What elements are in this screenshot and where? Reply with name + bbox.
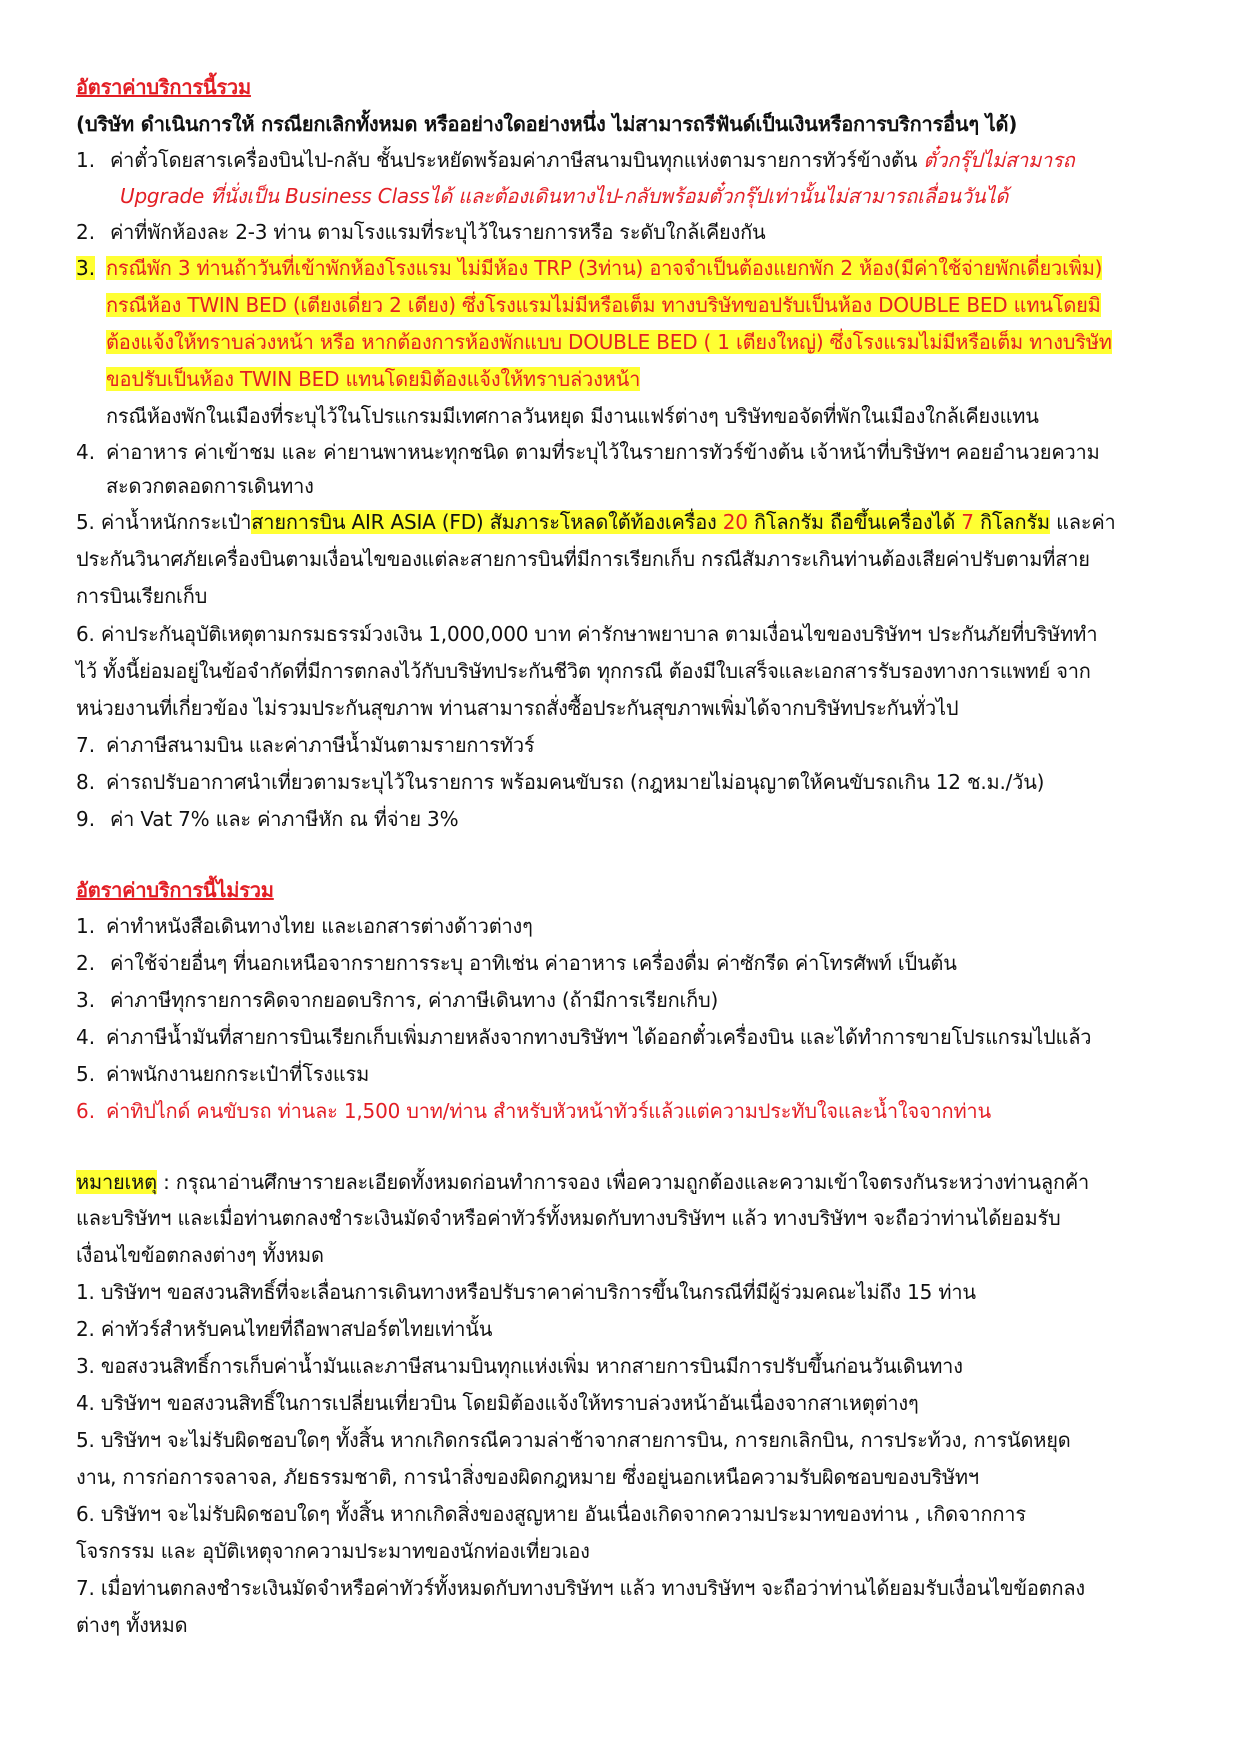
remark-item: 1. บริษัทฯ ขอสงวนสิทธิ์ที่จะเลื่อนการเดินทางหรือปรับราคาค่าบริการขึ้นในกรณีที่มีผู้ร่วมคณะไม่ถึง 15 ท่าน: [76, 1280, 976, 1304]
list-number: 3.: [76, 256, 96, 280]
list-item: [110, 146, 1075, 174]
list-number: 3.: [76, 988, 96, 1012]
excluded-heading: อัตราค่าบริการนี้ไม่รวม: [76, 878, 274, 902]
list-item: ค่า Vat 7% และ ค่าภาษีหัก ณ ที่จ่าย 3%: [110, 807, 459, 831]
item-warning-continued: Upgrade ที่นั่งเป็น Business Classได้ และต้องเดินทางไป-กลับพร้อมตั๋วกรุ๊ปเท่านั้นไม่สามารถเลื่อนวันได้: [120, 184, 1009, 208]
list-number: 6.: [76, 622, 95, 646]
list-number: 8.: [76, 770, 96, 794]
list-item: ค่าที่พักห้องละ 2-3 ท่าน ตามโรงแรมที่ระบุไว้ในรายการหรือ ระดับใกล้เคียงกัน: [110, 220, 766, 244]
remarks-intro-continued: เงื่อนไขข้อตกลงต่างๆ ทั้งหมด: [76, 1243, 324, 1267]
list-item: ค่าทำหนังสือเดินทางไทย และเอกสารต่างด้าวต่างๆ: [106, 914, 533, 938]
item-warning: ตั๋วกรุ๊ปไม่สามารถ: [923, 148, 1075, 172]
remark-item-continued: งาน, การก่อการจลาจล, ภัยธรรมชาติ, การนำสิ่งของผิดกฎหมาย ซึ่งอยู่นอกเหนือความรับผิดชอบของบริษัทฯ: [76, 1465, 979, 1489]
list-item-continued: การบินเรียกเก็บ: [76, 584, 208, 608]
list-item: 6. ค่าประกันอุบัติเหตุตามกรมธรรม์วงเงิน 1,000,000 บาท ค่ารักษาพยาบาล ตามเงื่อนไขของบริษัทฯ ประกันภัยที่บริษัททำ: [76, 622, 1098, 646]
remark-item: 4. บริษัทฯ ขอสงวนสิทธิ์ในการเปลี่ยนเที่ยวบิน โดยมิต้องแจ้งให้ทราบล่วงหน้าอันเนื่องจากสาเหตุต่างๆ: [76, 1391, 919, 1415]
baggage-highlight: สายการบิน AIR ASIA (FD) สัมภาระโหลดใต้ท้องเครื่อง 20 กิโลกรัม ถือขึ้นเครื่องได้ 7 กิโลกรัม: [251, 510, 1050, 534]
list-item-highlight: ต้องแจ้งให้ทราบล่วงหน้า หรือ หากต้องการห้องพักแบบ DOUBLE BED ( 1 เตียงใหญ่) ซึ่งโรงแรมไม่มีหรือเต็ม ทางบริษัท: [106, 330, 1112, 354]
list-item: ค่าพนักงานยกกระเป๋าที่โรงแรม: [106, 1062, 370, 1086]
list-item: ค่าใช้จ่ายอื่นๆ ที่นอกเหนือจากรายการระบุ อาทิเช่น ค่าอาหาร เครื่องดื่ม ค่าซักรีด ค่าโทรศัพท์ เป็นต้น: [110, 951, 957, 975]
list-item-continued: ประกันวินาศภัยเครื่องบินตามเงื่อนไขของแต่ละสายการบินที่มีการเรียกเก็บ กรณีสัมภาระเกินท่านต้องเสียค่าปรับตามที่สาย: [76, 547, 1090, 571]
list-number: 4.: [76, 1025, 96, 1049]
list-number: 7.: [76, 733, 96, 757]
included-heading: อัตราค่าบริการนี้รวม: [76, 75, 251, 99]
list-number: 6.: [76, 1099, 96, 1123]
list-item: ค่าภาษีสนามบิน และค่าภาษีน้ำมันตามรายการทัวร์: [106, 733, 535, 757]
list-item: ค่าอาหาร ค่าเข้าชม และ ค่ายานพาหนะทุกชนิด ตามที่ระบุไว้ในรายการทัวร์ข้างต้น เจ้าหน้าที่บริษัทฯ คอยอำนวยความ: [106, 440, 1100, 464]
list-item-highlight: กรณีห้อง TWIN BED (เตียงเดี่ยว 2 เตียง) ซึ่งโรงแรมไม่มีหรือเต็ม ทางบริษัทขอปรับเป็นห้อง DOUBLE BED แทนโดยมิ: [106, 293, 1101, 317]
list-item: 5. ค่าน้ำหนักกระเป๋าสายการบิน AIR ASIA (FD) สัมภาระโหลดใต้ท้องเครื่อง 20 กิโลกรัม ถือขึ้นเครื่องได้ 7 กิโลกรัม และค่า: [76, 510, 1116, 534]
remark-item: 6. บริษัทฯ จะไม่รับผิดชอบใดๆ ทั้งสิ้น หากเกิดสิ่งของสูญหาย อันเนื่องเกิดจากความประมาทของท่าน , เกิดจากการ: [76, 1502, 1026, 1526]
list-item-continued: สะดวกตลอดการเดินทาง: [106, 474, 314, 498]
list-number: 1.: [76, 148, 96, 172]
list-item: ค่าภาษีน้ำมันที่สายการบินเรียกเก็บเพิ่มภายหลังจากทางบริษัทฯ ได้ออกตั๋วเครื่องบิน และได้ทำการขายโปรแกรมไปแล้ว: [106, 1025, 1092, 1049]
remarks-label: หมายเหตุ: [76, 1170, 157, 1194]
remarks-intro-continued: และบริษัทฯ และเมื่อท่านตกลงชำระเงินมัดจำหรือค่าทัวร์ทั้งหมดกับทางบริษัทฯ แล้ว ทางบริษัทฯ จะถือว่าท่านได้ยอมรับ: [76, 1206, 1061, 1230]
remark-item: 3. ขอสงวนสิทธิ์การเก็บค่าน้ำมันและภาษีสนามบินทุกแห่งเพิ่ม หากสายการบินมีการปรับขึ้นก่อนวันเดินทาง: [76, 1354, 963, 1378]
list-number: 9.: [76, 807, 96, 831]
remark-item-continued: โจรกรรม และ อุบัติเหตุจากความประมาทของนักท่องเที่ยวเอง: [76, 1539, 590, 1563]
included-notice: (บริษัท ดำเนินการให้ กรณียกเลิกทั้งหมด หรืออย่างใดอย่างหนึ่ง ไม่สามารถรีฟันด์เป็นเงินหรือการบริการอื่นๆ ได้): [76, 112, 1018, 136]
list-item-highlight: กรณีพัก 3 ท่านถ้าวันที่เข้าพักห้องโรงแรม ไม่มีห้อง TRP (3ท่าน) อาจจำเป็นต้องแยกพัก 2 ห้อง(มีค่าใช้จ่ายพักเดี่ยวเพิ่ม): [106, 256, 1103, 280]
list-item-highlight: ขอปรับเป็นห้อง TWIN BED แทนโดยมิต้องแจ้งให้ทราบล่วงหน้า: [106, 367, 641, 391]
remarks-intro: หมายเหตุ : กรุณาอ่านศึกษารายละเอียดทั้งหมดก่อนทำการจอง เพื่อความถูกต้องและความเข้าใจตรงกันระหว่างท่านลูกค้า: [76, 1170, 1090, 1194]
list-item: ค่าภาษีทุกรายการคิดจากยอดบริการ, ค่าภาษีเดินทาง (ถ้ามีการเรียกเก็บ): [110, 988, 719, 1012]
item-text: ค่าตั๋วโดยสารเครื่องบินไป-กลับ ชั้นประหยัดพร้อมค่าภาษีสนามบินทุกแห่งตามรายการทัวร์ข้างต้น: [110, 148, 918, 172]
remark-item: 2. ค่าทัวร์สำหรับคนไทยที่ถือพาสปอร์ตไทยเท่านั้น: [76, 1317, 493, 1341]
list-number: 2.: [76, 951, 96, 975]
remark-item-continued: ต่างๆ ทั้งหมด: [76, 1613, 188, 1637]
remark-item: 5. บริษัทฯ จะไม่รับผิดชอบใดๆ ทั้งสิ้น หากเกิดกรณีความล่าช้าจากสายการบิน, การยกเลิกบิน, การประท้วง, การนัดหยุด: [76, 1428, 1071, 1452]
list-number: 4.: [76, 440, 96, 464]
list-item-continued: ไว้ ทั้งนี้ย่อมอยู่ในข้อจำกัดที่มีการตกลงไว้กับบริษัทประกันชีวิต ทุกกรณี ต้องมีใบเสร็จและเอกสารรับรองทางการแพทย์ จาก: [76, 659, 1091, 683]
remark-item: 7. เมื่อท่านตกลงชำระเงินมัดจำหรือค่าทัวร์ทั้งหมดกับทางบริษัทฯ แล้ว ทางบริษัทฯ จะถือว่าท่านได้ยอมรับเงื่อนไขข้อตกลง: [76, 1576, 1085, 1600]
list-number: 5.: [76, 510, 95, 534]
list-number: 5.: [76, 1062, 96, 1086]
list-item: ค่ารถปรับอากาศนำเที่ยวตามระบุไว้ในรายการ พร้อมคนขับรถ (กฎหมายไม่อนุญาตให้คนขับรถเกิน 12 ช.ม./วัน): [106, 770, 1045, 794]
list-item-note: กรณีห้องพักในเมืองที่ระบุไว้ในโปรแกรมมีเทศกาลวันหยุด มีงานแฟร์ต่างๆ บริษัทขอจัดที่พักในเมืองใกล้เคียงแทน: [106, 404, 1039, 428]
list-item-tip: ค่าทิปไกด์ คนขับรถ ท่านละ 1,500 บาท/ท่าน สำหรับหัวหน้าทัวร์แล้วแต่ความประทับใจและน้ำใจจากท่าน: [106, 1099, 991, 1123]
list-item-continued: หน่วยงานที่เกี่ยวข้อง ไม่รวมประกันสุขภาพ ท่านสามารถสั่งซื้อประกันสุขภาพเพิ่มได้จากบริษัทประกันทั่วไป: [76, 696, 959, 720]
list-number: 2.: [76, 220, 96, 244]
list-number: 1.: [76, 914, 96, 938]
